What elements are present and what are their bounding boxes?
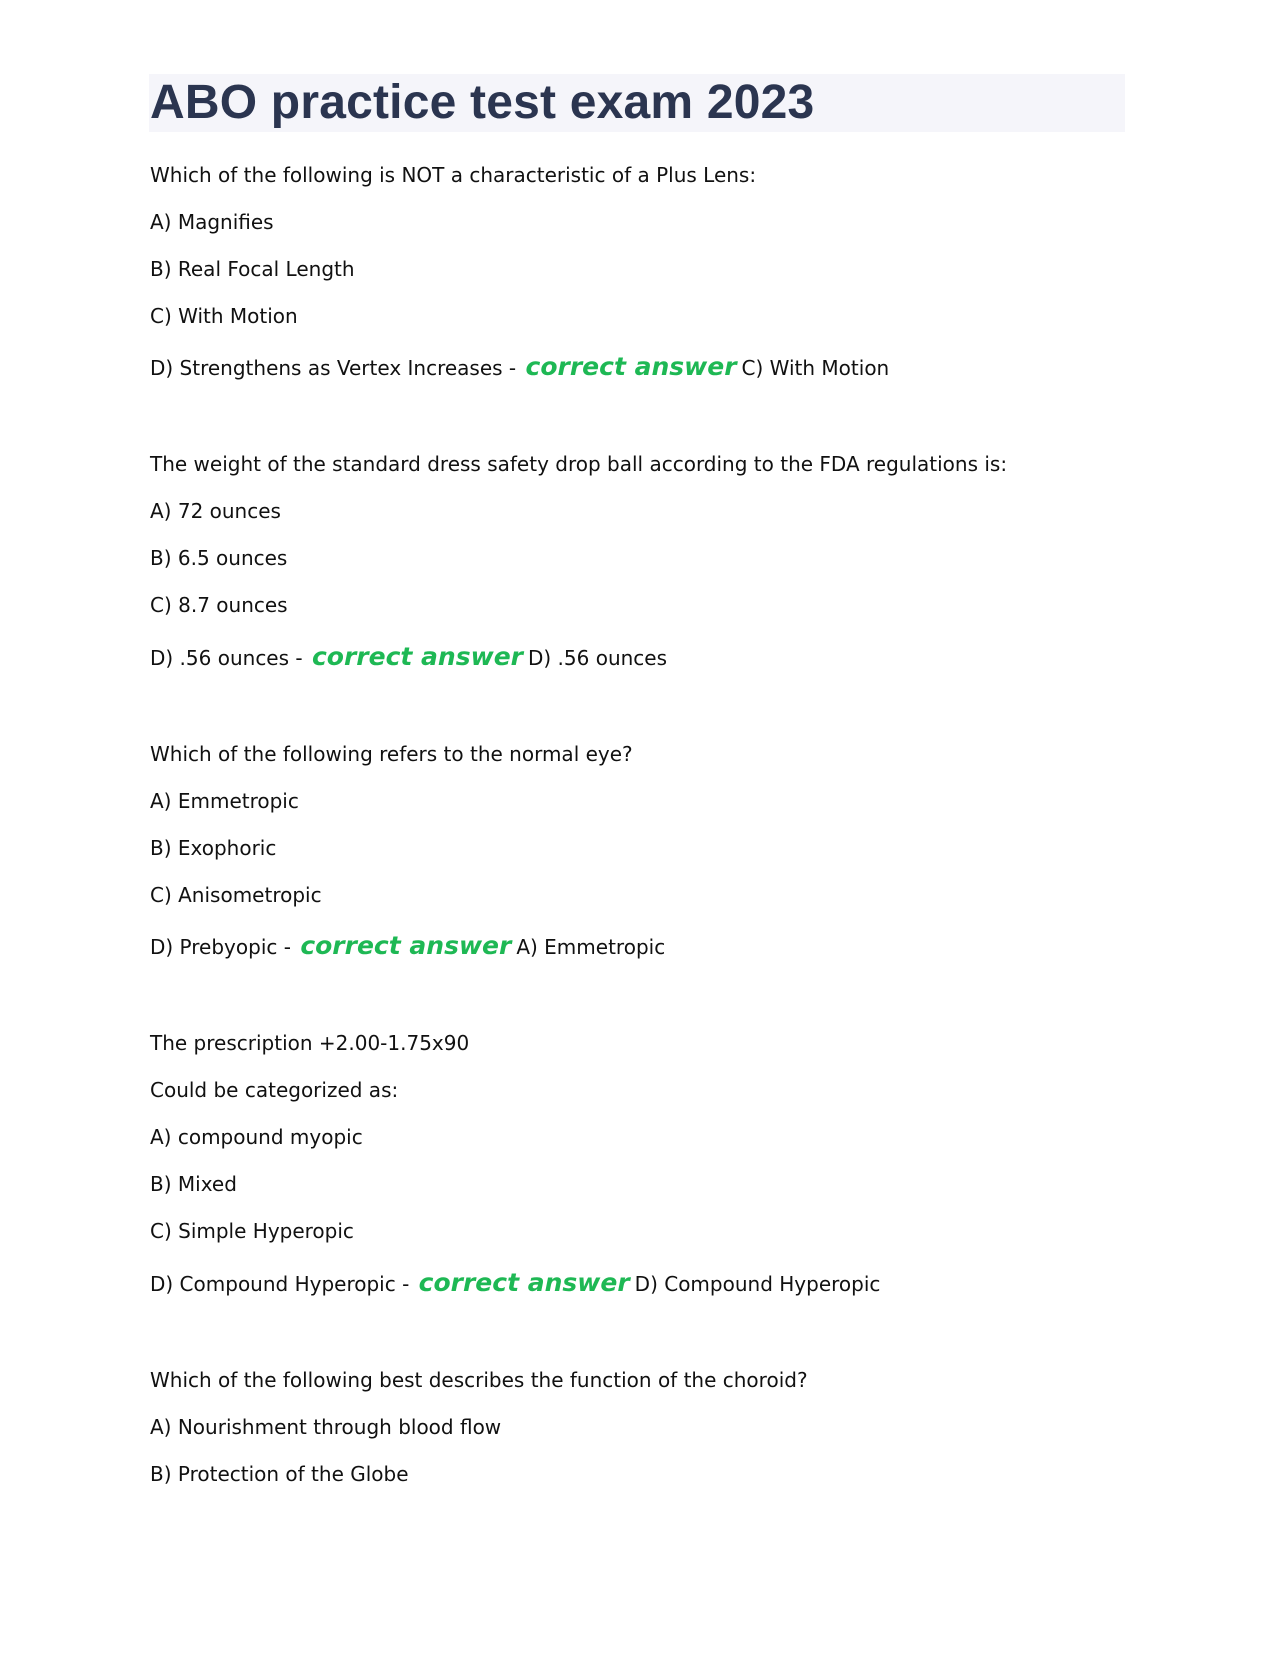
question-1-answer: C) With Motion — [741, 356, 890, 380]
question-2-option-d: D) .56 ounces - — [150, 646, 303, 670]
question-4-option-d-line — [150, 1269, 880, 1298]
question-5-option-a: A) Nourishment through blood flow — [150, 1415, 502, 1439]
question-4-option-a: A) compound myopic — [150, 1125, 363, 1149]
question-5-option-b: B) Protection of the Globe — [150, 1462, 409, 1486]
question-1-stem: Which of the following is NOT a characteristic of a Plus Lens: — [150, 163, 757, 187]
question-2-option-b: B) 6.5 ounces — [150, 546, 288, 570]
correct-answer-label: correct answer — [525, 352, 737, 381]
question-3-option-d: D) Prebyopic - — [150, 935, 291, 959]
question-3-answer: A) Emmetropic — [516, 935, 666, 959]
question-4-stem-line-1: The prescription +2.00-1.75x90 — [150, 1031, 470, 1055]
question-4-option-d: D) Compound Hyperopic - — [150, 1272, 410, 1296]
question-2-option-a: A) 72 ounces — [150, 499, 281, 523]
question-4-option-c: C) Simple Hyperopic — [150, 1219, 354, 1243]
correct-answer-label: correct answer — [300, 931, 512, 960]
question-1-option-b: B) Real Focal Length — [150, 257, 355, 281]
question-5-stem: Which of the following best describes the function of the choroid? — [150, 1368, 808, 1392]
question-3-option-b: B) Exophoric — [150, 836, 277, 860]
question-1-option-c: C) With Motion — [150, 304, 298, 328]
page-title: ABO practice test exam 2023 — [150, 76, 815, 129]
question-3-option-d-line — [150, 932, 665, 961]
question-3-stem: Which of the following refers to the normal eye? — [150, 742, 633, 766]
question-2-stem: The weight of the standard dress safety drop ball according to the FDA regulations is: — [150, 452, 1008, 476]
question-2-option-d-line — [150, 643, 667, 672]
question-4-stem-line-2: Could be categorized as: — [150, 1078, 399, 1102]
question-2-option-c: C) 8.7 ounces — [150, 593, 288, 617]
question-1-option-d-line — [150, 353, 889, 382]
question-2-answer: D) .56 ounces — [527, 646, 668, 670]
correct-answer-label: correct answer — [418, 1268, 630, 1297]
question-3-option-a: A) Emmetropic — [150, 789, 299, 813]
question-4-option-b: B) Mixed — [150, 1172, 237, 1196]
question-4-answer: D) Compound Hyperopic — [634, 1272, 881, 1296]
question-3-option-c: C) Anisometropic — [150, 883, 322, 907]
question-1-option-a: A) Magnifies — [150, 210, 274, 234]
question-1-option-d: D) Strengthens as Vertex Increases - — [150, 356, 517, 380]
correct-answer-label: correct answer — [311, 642, 523, 671]
